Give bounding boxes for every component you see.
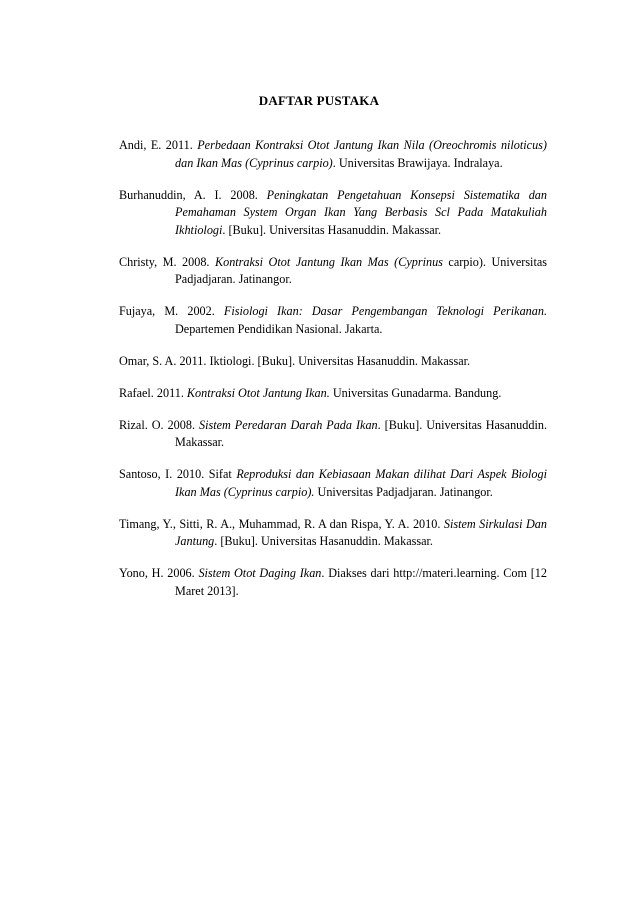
reference-title: Sistem Otot Daging Ikan bbox=[198, 566, 322, 580]
reference-title: Reproduksi dan Kebiasaan Makan dilihat Dari Aspek Biologi Ikan Mas (Cyprinus carpio). bbox=[175, 467, 547, 499]
reference-text: Omar, S. A. 2011. Iktiologi. [Buku]. Universitas Hasanuddin. Makassar. bbox=[119, 353, 471, 368]
reference-text: Departemen Pendidikan Nasional. Jakarta. bbox=[175, 321, 383, 336]
reference-entry bbox=[119, 254, 547, 289]
reference-text: Universitas Padjadjaran. Jatinangor. bbox=[314, 484, 493, 499]
reference-text: Fujaya, M. 2002. bbox=[119, 304, 224, 318]
reference-entry bbox=[119, 417, 547, 452]
reference-text: Yono, H. 2006. bbox=[119, 566, 199, 580]
reference-entry bbox=[119, 385, 547, 403]
reference-list bbox=[119, 137, 547, 615]
reference-title: Kontraksi Otot Jantung Ikan. bbox=[186, 385, 330, 400]
reference-text: Rizal. O. 2008. bbox=[119, 417, 199, 432]
reference-title: Sistem Peredaran Darah Pada Ikan bbox=[199, 417, 378, 432]
reference-text: carpio). Universitas Padjadjaran. Jatinangor. bbox=[175, 254, 547, 286]
reference-text: Andi, E. 2011. bbox=[119, 138, 198, 152]
reference-entry bbox=[119, 466, 547, 501]
reference-title: Perbedaan Kontraksi Otot Jantung Ikan Nila (Oreochromis niloticus) dan Ikan Mas (Cyprinus carpio) bbox=[175, 138, 547, 170]
reference-text: Timang, Y., Sitti, R. A., Muhammad, R. A dan Rispa, Y. A. 2010. bbox=[119, 516, 444, 531]
reference-text: . [Buku]. Universitas Hasanuddin. Makassar. bbox=[175, 417, 547, 449]
reference-title: Sistem Sirkulasi Dan Jantung bbox=[175, 516, 547, 548]
reference-title: Peningkatan Pengetahuan Konsepsi Sistematika dan Pemahaman System Organ Ikan Yang Berbasis Scl Pada Matakuliah Ikhtiologi bbox=[175, 187, 547, 237]
reference-text: . [Buku]. Universitas Hasanuddin. Makassar. bbox=[214, 534, 433, 548]
reference-text: Burhanuddin, A. I. 2008. bbox=[119, 187, 267, 202]
page-title: DAFTAR PUSTAKA bbox=[258, 93, 380, 108]
reference-entry bbox=[119, 187, 547, 240]
reference-entry bbox=[119, 353, 547, 371]
reference-text: . [Buku]. Universitas Hasanuddin. Makassar. bbox=[222, 222, 442, 237]
reference-text: Christy, M. 2008. bbox=[119, 254, 215, 269]
reference-entry bbox=[119, 565, 547, 600]
reference-text: . Universitas Brawijaya. Indralaya. bbox=[332, 155, 503, 170]
reference-text: Universitas Gunadarma. Bandung. bbox=[329, 385, 502, 400]
reference-title: Fisiologi Ikan: Dasar Pengembangan Teknologi Perikanan. bbox=[223, 304, 547, 318]
reference-text: . Diakses dari http://materi.learning. Com [12 Maret 2013]. bbox=[175, 566, 547, 598]
reference-text: Rafael. 2011. bbox=[119, 385, 187, 400]
reference-entry bbox=[119, 137, 547, 172]
reference-text: Santoso, I. 2010. Sifat bbox=[119, 467, 237, 481]
reference-entry bbox=[119, 516, 547, 551]
reference-entry bbox=[119, 303, 547, 338]
reference-title: Kontraksi Otot Jantung Ikan Mas (Cyprinus bbox=[214, 254, 443, 269]
